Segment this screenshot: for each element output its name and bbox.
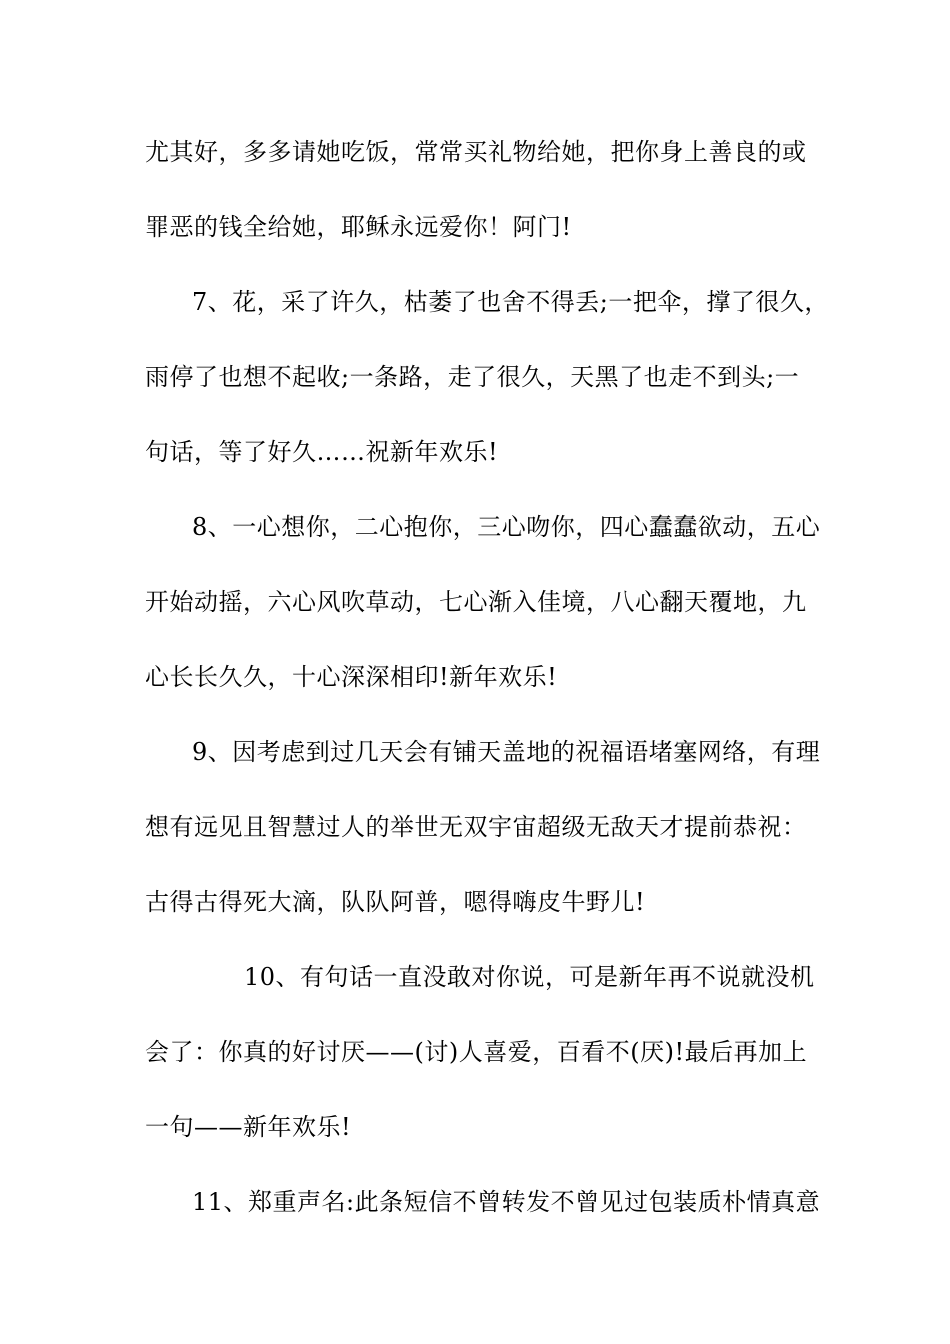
paragraph-11-start: 11、郑重声名:此条短信不曾转发不曾见过包装质朴情真意: [192, 1188, 821, 1216]
text-line: 心长长久久，十心深深相印!新年欢乐!: [145, 663, 558, 691]
text-line: 古得古得死大滴，队队阿普，嗯得嗨皮牛野儿!: [145, 888, 646, 916]
text-line: 句话，等了好久……祝新年欢乐!: [145, 438, 499, 466]
text-line: 尤其好，多多请她吃饭，常常买礼物给她，把你身上善良的或: [145, 138, 807, 166]
text-line: 雨停了也想不起收;一条路，走了很久，天黑了也走不到头;一: [145, 363, 800, 391]
text-line: 会了：你真的好讨厌——(讨)人喜爱，百看不(厌)!最后再加上: [145, 1038, 808, 1066]
text-line: 一句——新年欢乐!: [145, 1113, 352, 1141]
paragraph-9-start: 9、因考虑到过几天会有铺天盖地的祝福语堵塞网络，有理: [192, 738, 821, 766]
paragraph-10-start: 10、有句话一直没敢对你说，可是新年再不说就没机: [244, 963, 815, 991]
text-line: 想有远见且智慧过人的举世无双宇宙超级无敌天才提前恭祝：: [145, 813, 807, 841]
paragraph-8-start: 8、一心想你，二心抱你，三心吻你，四心蠢蠢欲动，五心: [192, 513, 821, 541]
text-line: 罪恶的钱全给她，耶稣永远爱你！阿门!: [145, 213, 572, 241]
paragraph-7-start: 7、花，采了许久，枯萎了也舍不得丢;一把伞，撑了很久，: [192, 288, 829, 316]
text-line: 开始动摇，六心风吹草动，七心渐入佳境，八心翻天覆地，九: [145, 588, 807, 616]
